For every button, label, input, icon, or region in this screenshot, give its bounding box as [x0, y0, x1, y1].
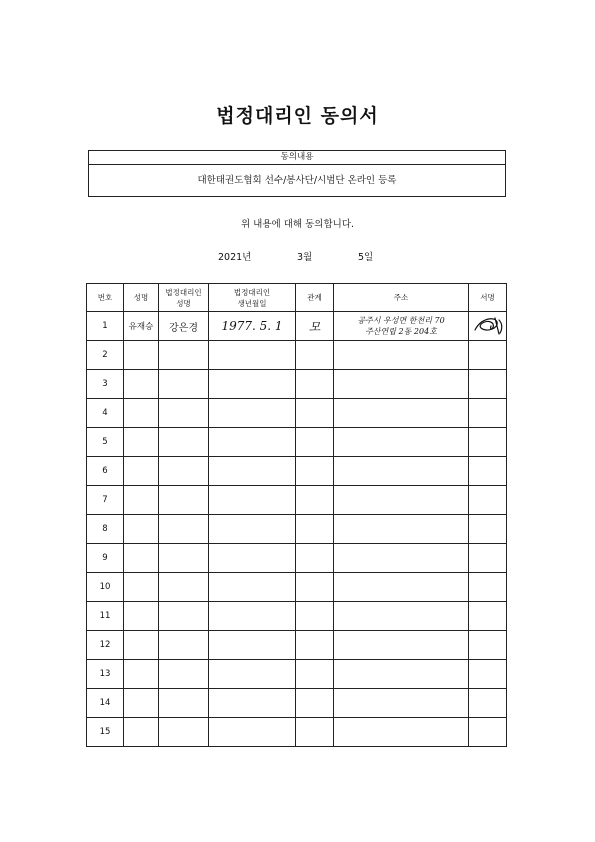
table-row — [87, 515, 507, 544]
guardian-name: 강은경 — [159, 312, 209, 341]
agreement-statement: 위 내용에 대해 동의합니다. — [240, 219, 355, 230]
row-number: 8 — [87, 515, 124, 544]
table-row — [87, 370, 507, 399]
row-number: 14 — [87, 689, 124, 718]
date-month: 3월 — [297, 252, 313, 263]
consent-text: 대한태권도협회 선수/봉사단/시범단 온라인 등록 — [197, 175, 397, 186]
header-guardian-birth: 법정대리인 생년월일 — [209, 284, 296, 312]
row-number: 12 — [87, 631, 124, 660]
row-number: 1 — [87, 312, 124, 341]
signature-cell — [469, 312, 507, 341]
table-row — [87, 312, 507, 341]
row-number: 2 — [87, 341, 124, 370]
date-year: 2021년 — [218, 252, 252, 263]
header-relation: 관계 — [296, 284, 334, 312]
consent-box — [88, 150, 506, 197]
handwritten-signature — [471, 314, 505, 336]
table-row — [87, 341, 507, 370]
guardian-birthdate: 1977. 5. 1 — [209, 312, 296, 341]
table-row — [87, 457, 507, 486]
row-number: 3 — [87, 370, 124, 399]
header-guardian-name: 법정대리인 성명 — [159, 284, 209, 312]
row-number: 11 — [87, 602, 124, 631]
table-row — [87, 573, 507, 602]
consent-header: 동의내용 — [89, 151, 505, 165]
guardian-roster-table — [86, 283, 507, 747]
row-number: 4 — [87, 399, 124, 428]
table-row — [87, 602, 507, 631]
document-title: 법정대리인 동의서 — [216, 105, 379, 127]
header-signature: 서명 — [469, 284, 507, 312]
row-number: 10 — [87, 573, 124, 602]
date-day: 5일 — [358, 252, 374, 263]
header-no: 번호 — [87, 284, 124, 312]
header-address: 주소 — [334, 284, 469, 312]
table-row — [87, 399, 507, 428]
table-row — [87, 689, 507, 718]
row-number: 7 — [87, 486, 124, 515]
table-header-row — [87, 284, 507, 312]
table-row — [87, 660, 507, 689]
row-number: 13 — [87, 660, 124, 689]
table-row — [87, 718, 507, 747]
row-number: 15 — [87, 718, 124, 747]
participant-name: 유재승 — [124, 312, 159, 341]
row-number: 6 — [87, 457, 124, 486]
table-row — [87, 544, 507, 573]
table-row — [87, 428, 507, 457]
row-number: 9 — [87, 544, 124, 573]
row-number: 5 — [87, 428, 124, 457]
table-row — [87, 631, 507, 660]
relation: 모 — [296, 312, 334, 341]
header-name: 성명 — [124, 284, 159, 312]
address: 공주시 우성면 한천리 70 주산연립 2동 204호 — [334, 312, 469, 341]
table-row — [87, 486, 507, 515]
